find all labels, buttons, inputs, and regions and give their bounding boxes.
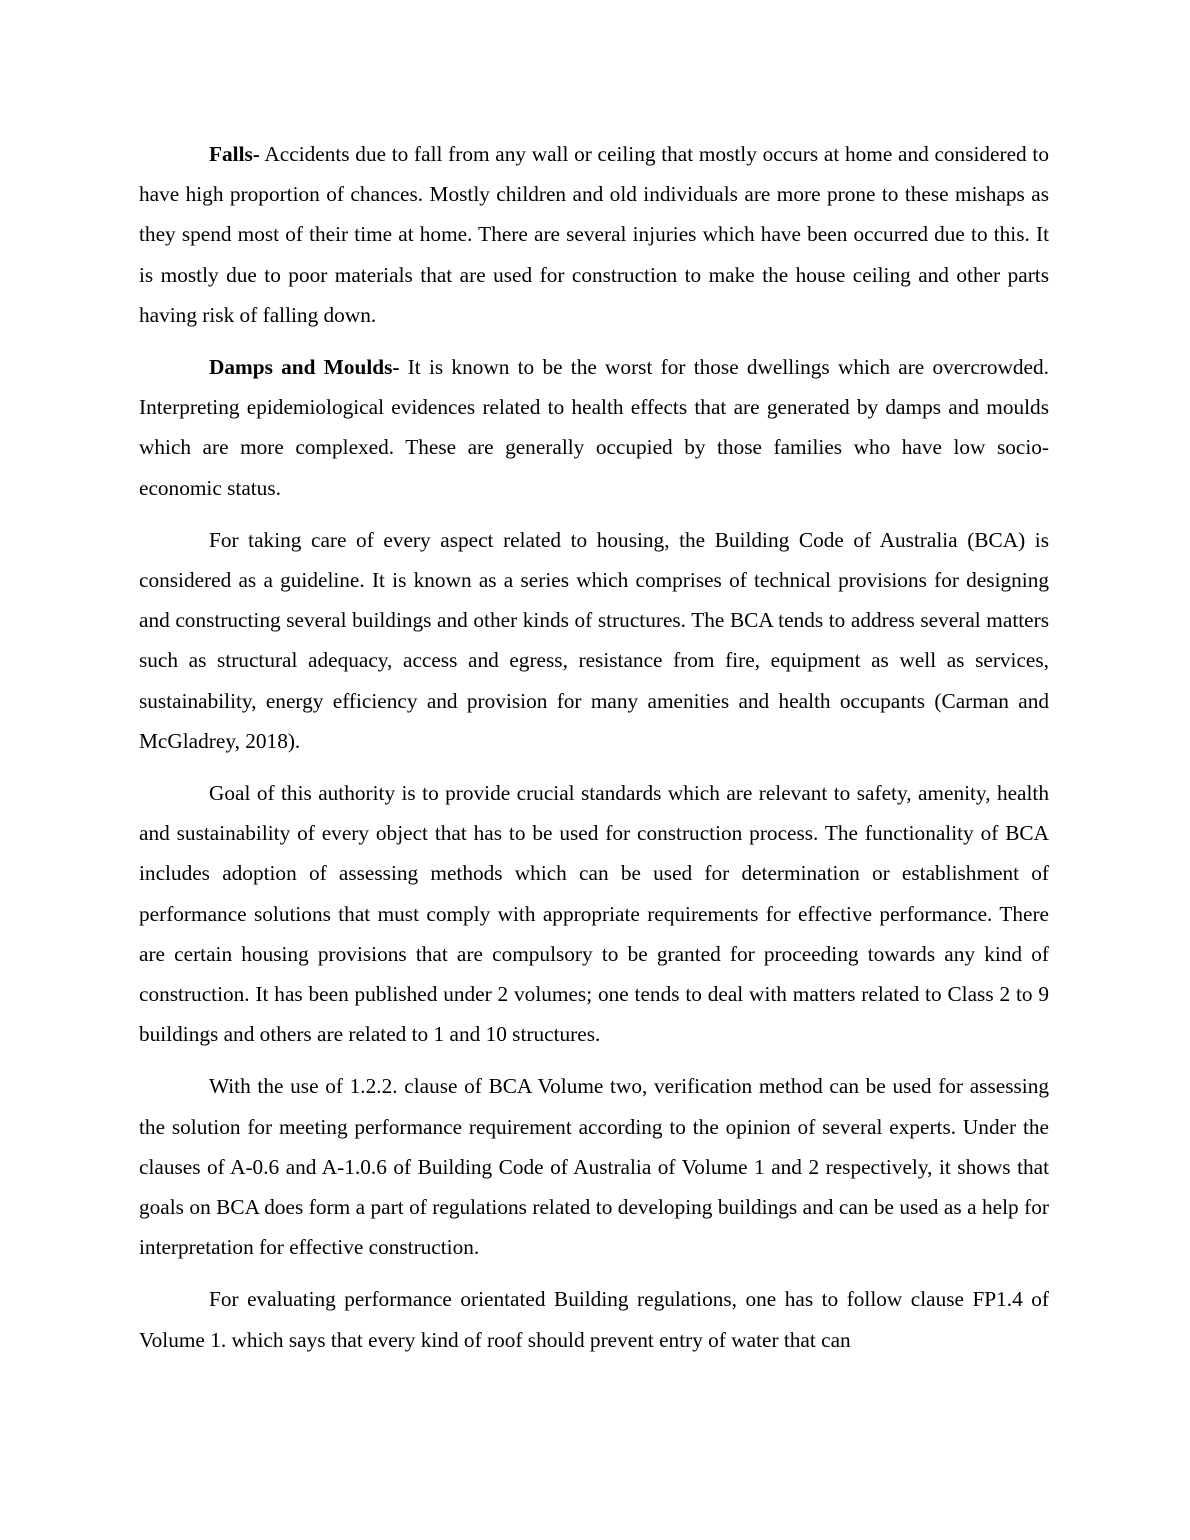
paragraph-performance-regulations: For evaluating performance orientated Building regulations, one has to follow clause FP1.4 of Volume 1. which says that every kind of roof should prevent entry of water that can: [139, 1287, 1049, 1352]
paragraph-verification-method: With the use of 1.2.2. clause of BCA Volume two, verification method can be used for assessing the solution for meeting performance requirement according to the opinion of several experts. Under the clauses of A-0.6 and A-1.0.6 of Building Code of Australia of Volume 1 and 2 respectively, it shows that goals on BCA does form a part of regulations related to developing buildings and can be used as a help for interpretation for effective construction.: [139, 1074, 1049, 1260]
paragraph-lead-falls: Falls-: [209, 142, 260, 166]
paragraph-text-falls: Accidents due to fall from any wall or ceiling that mostly occurs at home and considered to have high proportion of chances. Mostly children and old individuals are more prone to these mishaps as they spend most of their time at home. There are several injuries which have been occurred due to this. It is mostly due to poor materials that are used for construction to make the house ceiling and other parts having risk of falling down.: [139, 142, 1049, 327]
paragraph-falls: [139, 134, 1049, 335]
paragraph-authority-goal: Goal of this authority is to provide crucial standards which are relevant to safety, amenity, health and sustainability of every object that has to be used for construction process. The functionality of BCA includes adoption of assessing methods which can be used for determination or establishment of performance solutions that must comply with appropriate requirements for effective performance. There are certain housing provisions that are compulsory to be granted for proceeding towards any kind of construction. It has been published under 2 volumes; one tends to deal with matters related to Class 2 to 9 buildings and others are related to 1 and 10 structures.: [139, 781, 1049, 1047]
paragraph-bca-guideline: For taking care of every aspect related to housing, the Building Code of Australia (BCA) is considered as a guideline. It is known as a series which comprises of technical provisions for designing and constructing several buildings and other kinds of structures. The BCA tends to address several matters such as structural adequacy, access and egress, resistance from fire, equipment as well as services, sustainability, energy efficiency and provision for many amenities and health occupants (Carman and McGladrey, 2018).: [139, 527, 1049, 753]
paragraph-text-damps-moulds: It is known to be the worst for those dwellings which are overcrowded. Interpreting epidemiological evidences related to health effects that are generated by damps and moulds which are more complexed. These are generally occupied by those families who have low socio- economic status.: [139, 355, 1049, 500]
document-page: [139, 134, 1049, 1372]
paragraph-damps-moulds: [139, 347, 1049, 508]
paragraph-lead-damps-moulds: Damps and Moulds-: [209, 355, 400, 380]
